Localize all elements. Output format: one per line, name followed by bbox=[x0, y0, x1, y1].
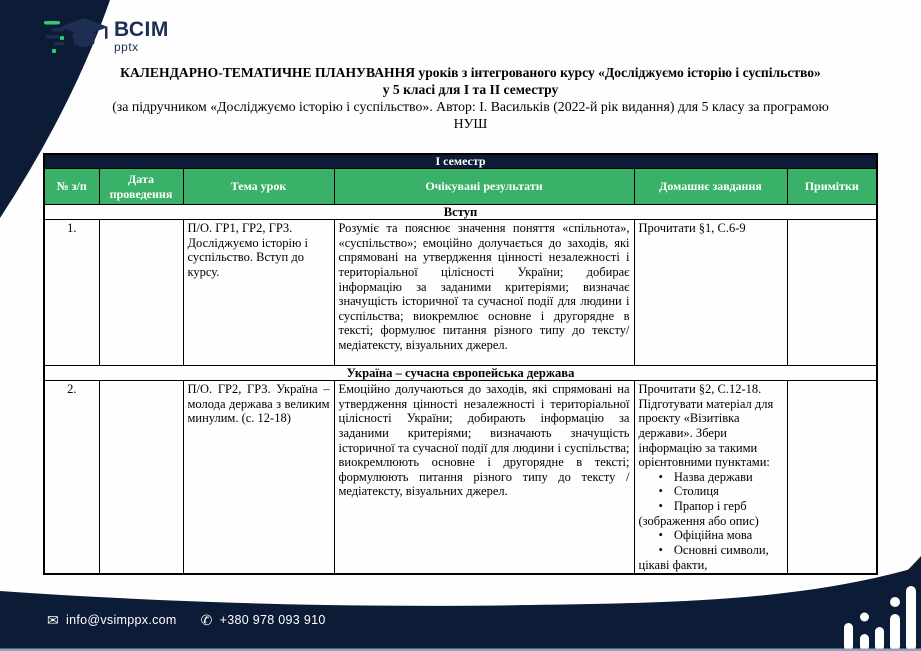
lesson-outcomes-cell bbox=[334, 381, 634, 575]
lesson-topic-cell bbox=[183, 220, 334, 366]
title-line-1: КАЛЕНДАРНО-ТЕМАТИЧНЕ ПЛАНУВАННЯ уроків з інтегрованого курсу «Досліджуємо історію і суспільство» bbox=[120, 65, 821, 80]
lesson-notes-cell bbox=[787, 381, 877, 575]
homework-bullet-text: Офіційна мова bbox=[673, 528, 753, 543]
homework-bullet-text: Назва держави bbox=[673, 469, 753, 484]
col-header-date: Дата проведення bbox=[99, 169, 183, 205]
footer-contact bbox=[47, 613, 326, 627]
section-row-vstup: Вступ bbox=[44, 205, 877, 220]
footer-phone: +380 978 093 910 bbox=[219, 613, 326, 627]
lesson-number-cell: 1. bbox=[44, 220, 99, 366]
logo-subtitle: pptx bbox=[114, 40, 139, 54]
homework-bullet-text: Основні символи, цікаві факти, bbox=[638, 542, 769, 572]
email-icon: ✉ bbox=[47, 612, 60, 628]
lesson-outcomes-text: Розуміє та пояснює значення поняття «спільнота», «суспільство»; емоційно долучається до заходів, які спрямовані на утвердження цінності незалежності і територіальної цілісності України; добирає інформацію за заданими критеріями; визначає значущість історичної та сучасної події для людини і суспільства; виокремлює основне і другорядне в тексті; формулює питання різного типу до тексту/медіатексту, візуальних джерел. bbox=[338, 221, 630, 352]
title-line-2: у 5 класі для І та ІІ семестру bbox=[382, 82, 559, 97]
semester-header: І семестр bbox=[44, 154, 877, 169]
homework-bullet-text: Столиця bbox=[673, 484, 719, 499]
lesson-date-cell bbox=[99, 381, 183, 575]
homework-bullet bbox=[639, 543, 783, 572]
table-row-lesson-1 bbox=[44, 220, 877, 366]
lesson-outcomes-text: Емоційно долучаються до заходів, які спрямовані на утвердження цінності незалежності і територіальної цілісності України; добирають інформацію за заданими критеріями; визначають значущість історичної та сучасної події для людини і суспільства; виокремлюють основне і другорядне в тексті; формулюють питання різного типу до тексту / медіатексту, візуальних джерел. bbox=[338, 382, 630, 499]
lesson-number-cell: 2. bbox=[44, 381, 99, 575]
bullet-icon: • bbox=[658, 499, 663, 513]
col-header-topic: Тема урок bbox=[183, 169, 334, 205]
lesson-date-cell bbox=[99, 220, 183, 366]
logo bbox=[42, 12, 169, 60]
bullet-icon: • bbox=[658, 542, 663, 557]
graduation-cap-icon bbox=[42, 12, 108, 60]
bullet-icon: • bbox=[658, 484, 663, 499]
logo-brand: ВСІМ bbox=[114, 18, 169, 41]
col-header-outcomes: Очікувані результати bbox=[334, 169, 634, 205]
lesson-homework-text: Прочитати §2, С.12-18. Підготувати матеріал для проєкту «Візитівка держави». Збери інформацію за такими орієнтовними пунктами: bbox=[638, 382, 774, 470]
homework-bullet bbox=[639, 470, 783, 485]
lesson-homework-cell bbox=[634, 220, 787, 366]
lesson-topic-cell bbox=[183, 381, 334, 575]
homework-bullet bbox=[639, 499, 783, 528]
homework-bullet bbox=[639, 528, 783, 543]
lesson-notes-cell bbox=[787, 220, 877, 366]
phone-icon: ✆ bbox=[200, 612, 213, 628]
table-row-lesson-2 bbox=[44, 381, 877, 575]
col-header-number: № з/п bbox=[44, 169, 99, 205]
footer-wave bbox=[0, 566, 921, 651]
col-header-homework: Домашнє завдання bbox=[634, 169, 787, 205]
col-header-notes: Примітки bbox=[787, 169, 877, 205]
logo-text bbox=[114, 19, 169, 53]
lesson-topic-text: П/О. ГР2, ГР3. Україна – молода держава з великим минулим. (с. 12-18) bbox=[187, 382, 330, 426]
lesson-homework-cell bbox=[634, 381, 787, 575]
planning-table bbox=[43, 153, 878, 575]
bullet-icon: • bbox=[658, 469, 663, 484]
homework-bullet-text: Прапор і герб (зображення або опис) bbox=[638, 499, 759, 528]
footer-email: info@vsimppx.com bbox=[66, 613, 177, 627]
homework-bullet bbox=[639, 484, 783, 499]
title-line-3: (за підручником «Досліджуємо історію і суспільство». Автор: І. Васильків (2022-й рік видання) для 5 класу за програмою bbox=[112, 99, 829, 114]
lesson-topic-text: П/О. ГР1, ГР2, ГР3. Досліджуємо історію і суспільство. Вступ до курсу. bbox=[187, 221, 308, 279]
bullet-icon: • bbox=[658, 528, 663, 543]
title-line-4: НУШ bbox=[453, 116, 488, 131]
document-title bbox=[28, 64, 913, 132]
lesson-outcomes-cell bbox=[334, 220, 634, 366]
section-row-ukraine: Україна – сучасна європейська держава bbox=[44, 366, 877, 381]
lesson-homework-text: Прочитати §1, С.6-9 bbox=[638, 221, 746, 235]
